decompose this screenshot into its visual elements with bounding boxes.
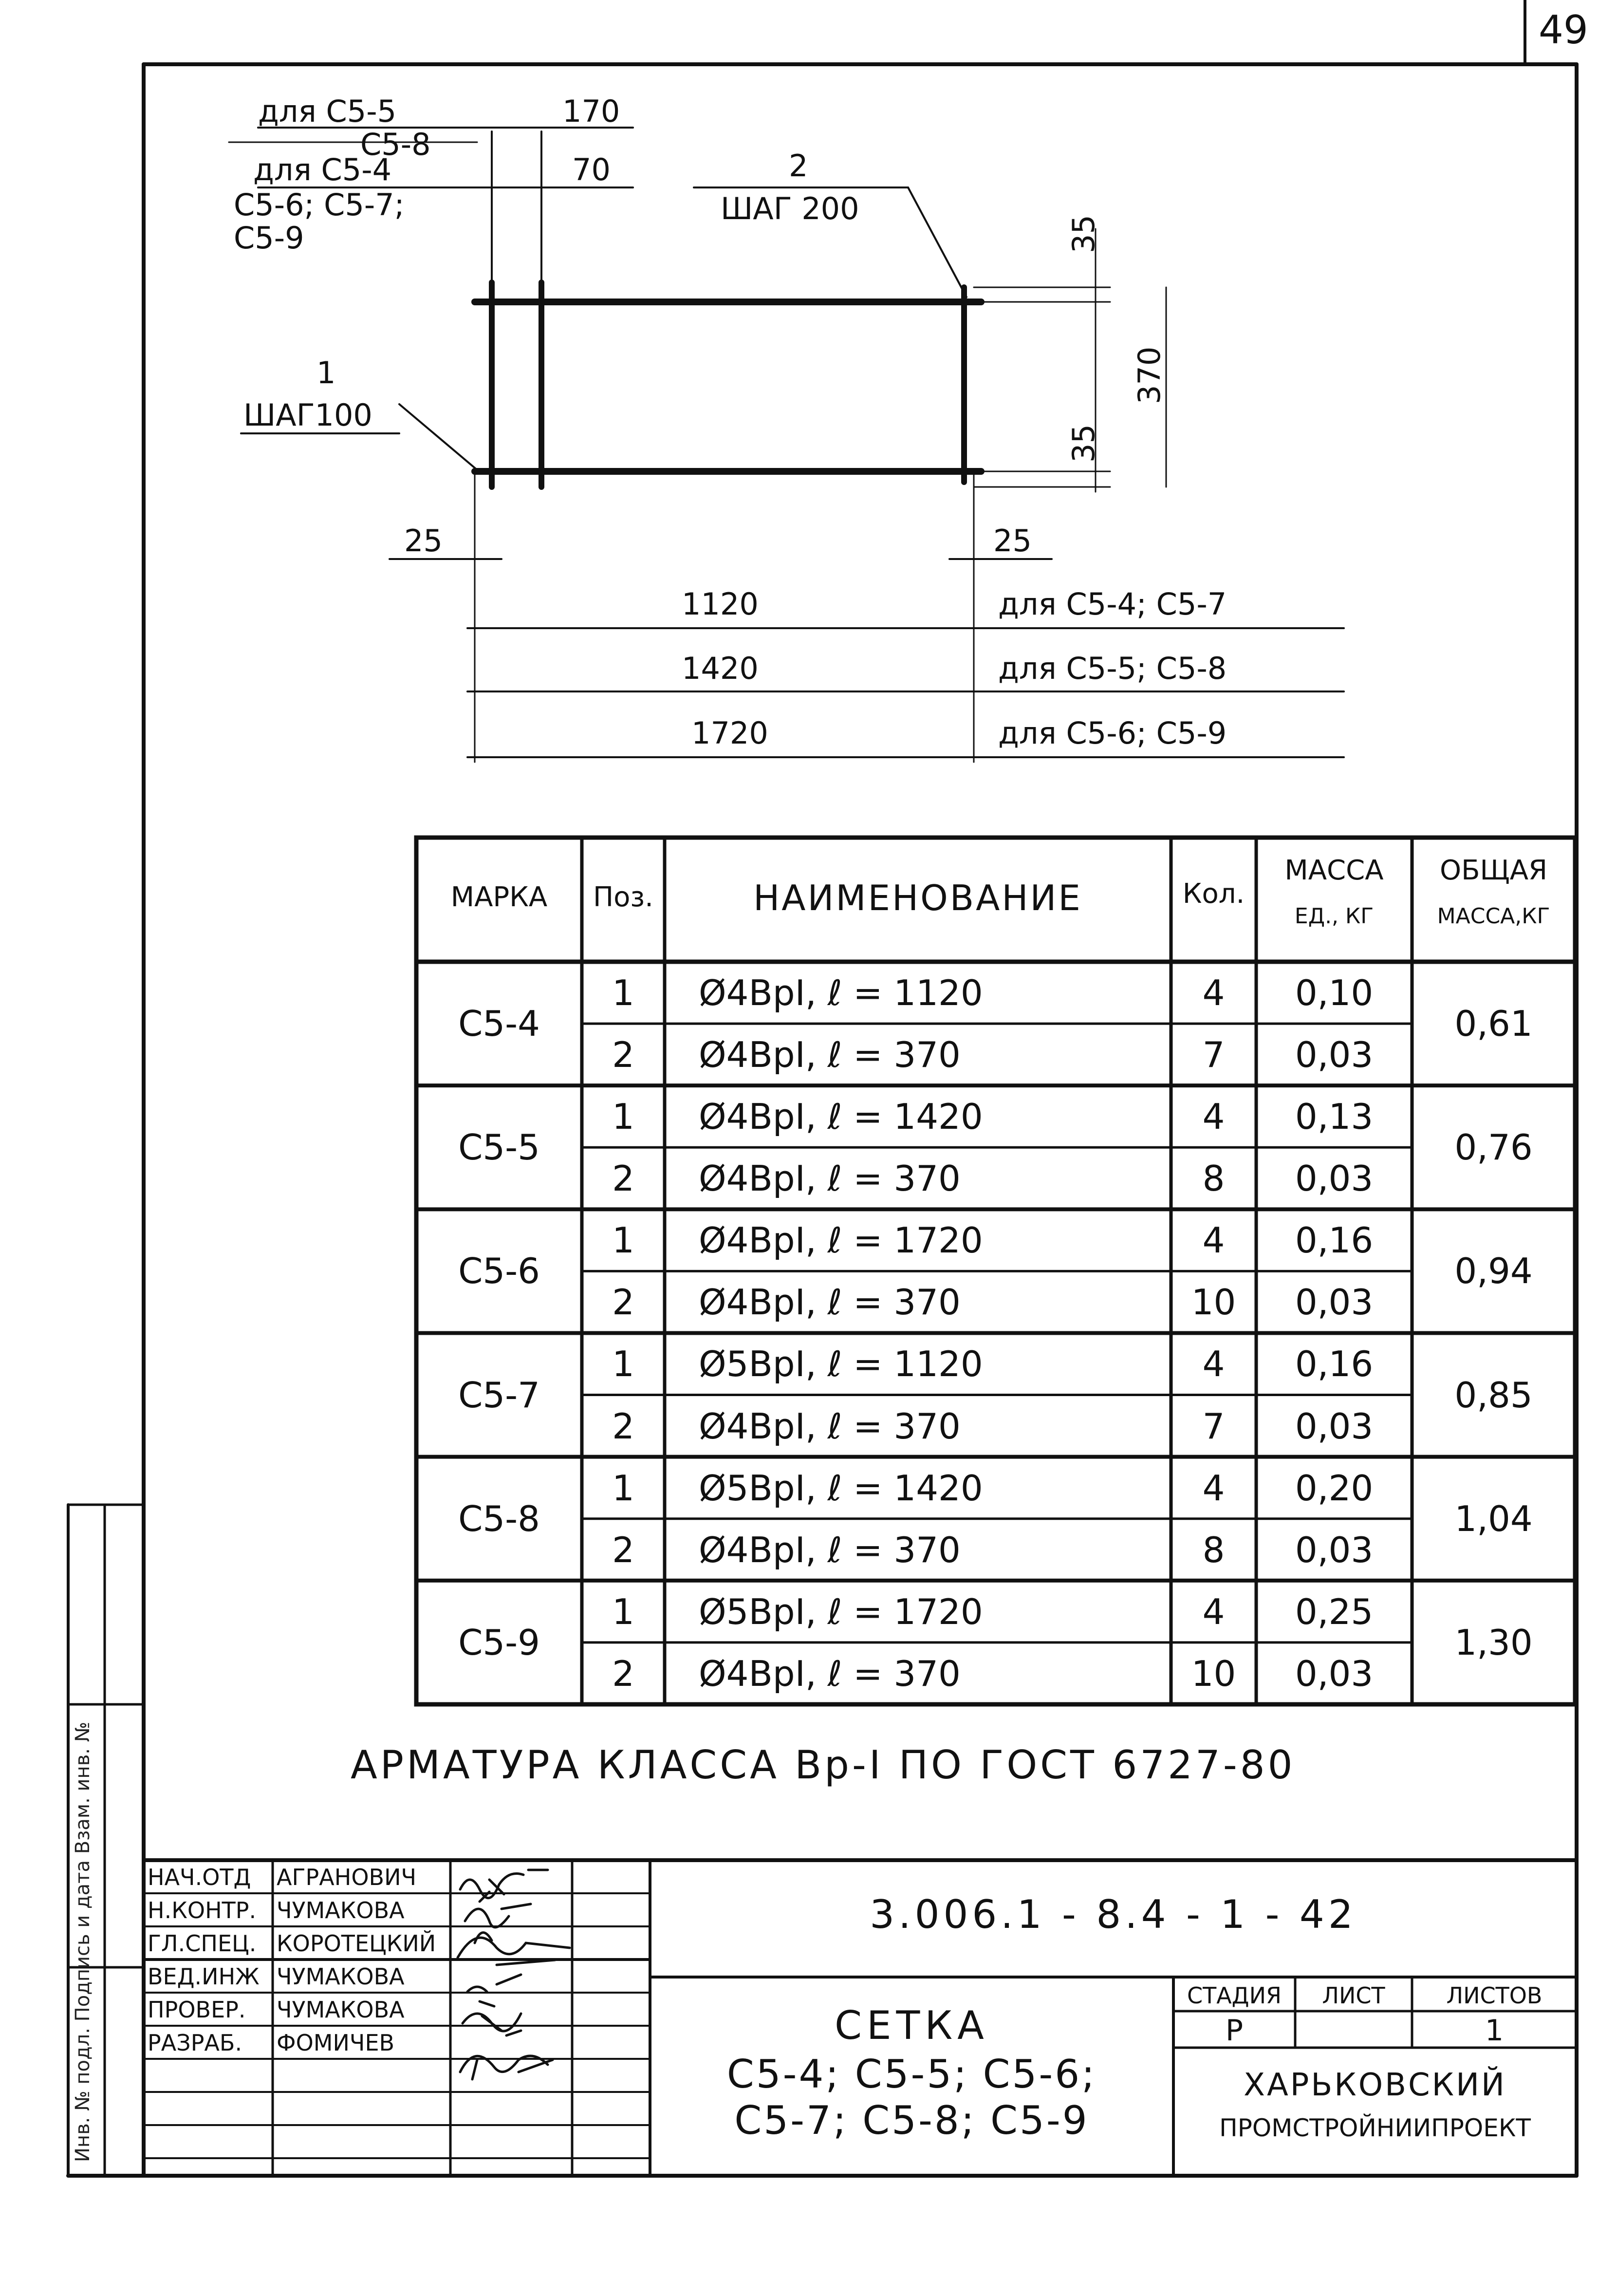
position-cell: 2 (612, 1405, 634, 1447)
position-2-step: ШАГ 200 (721, 191, 859, 226)
side-stamp: Инв. № подл. Подпись и дата Взам. инв. № (72, 1721, 94, 2162)
position-cell: 2 (612, 1529, 634, 1570)
header-total-mass: ОБЩАЯ (1440, 855, 1547, 886)
mark-cell: С5-4 (458, 1003, 540, 1045)
length-1420-usage: для С5-5; С5-8 (998, 651, 1227, 686)
stage-label: СТАДИЯ (1187, 1982, 1282, 2009)
length-1720: 1720 (691, 715, 768, 751)
position-1-step: ШАГ100 (243, 397, 372, 433)
position-cell: 1 (612, 1096, 634, 1138)
length-1120: 1120 (682, 586, 759, 622)
total-mass-cell: 1,30 (1454, 1622, 1533, 1663)
dim-25-left: 25 (404, 523, 443, 559)
position-cell: 1 (612, 1220, 634, 1261)
bar-name-cell: Ø4ВрI, ℓ = 370 (699, 1282, 961, 1323)
bar-name-cell: Ø4ВрI, ℓ = 370 (699, 1034, 961, 1076)
label-for-c54: для С5-4 (253, 152, 392, 187)
unit-mass-cell: 0,03 (1295, 1034, 1374, 1076)
role-cell: ВЕД.ИНЖ (148, 1963, 260, 1990)
bar-name-cell: Ø4ВрI, ℓ = 370 (699, 1529, 961, 1570)
bar-name-cell: Ø4ВрI, ℓ = 370 (699, 1158, 961, 1199)
unit-mass-cell: 0,25 (1295, 1591, 1374, 1632)
sheet-label: ЛИСТ (1322, 1982, 1385, 2009)
total-mass-cell: 1,04 (1454, 1498, 1533, 1539)
dim-35-bottom: 35 (1066, 424, 1101, 463)
header-total-mass-units: МАССА,КГ (1437, 904, 1550, 929)
quantity-cell: 4 (1202, 1096, 1225, 1138)
position-cell: 1 (612, 1467, 634, 1509)
stage-value: Р (1225, 2014, 1244, 2048)
mark-cell: С5-8 (458, 1498, 540, 1539)
bar-name-cell: Ø4ВрI, ℓ = 1420 (699, 1096, 983, 1138)
unit-mass-cell: 0,03 (1295, 1529, 1374, 1570)
header-mark: МАРКА (450, 881, 548, 913)
position-cell: 1 (612, 972, 634, 1013)
mark-cell: С5-7 (458, 1374, 540, 1416)
total-mass-cell: 0,94 (1454, 1251, 1533, 1292)
header-unit-mass-units: ЕД., КГ (1294, 904, 1374, 929)
position-cell: 2 (612, 1034, 634, 1076)
position-2-number: 2 (789, 148, 808, 184)
role-cell: НАЧ.ОТД (148, 1864, 251, 1890)
role-cell: ПРОВЕР. (148, 1997, 246, 2023)
header-position: Поз. (593, 881, 653, 913)
title-line-2: С5-4; С5-5; С5-6; (726, 2052, 1097, 2097)
unit-mass-cell: 0,03 (1295, 1405, 1374, 1447)
title-line-1: СЕТКА (835, 2003, 989, 2048)
position-cell: 1 (612, 1591, 634, 1632)
quantity-cell: 4 (1202, 1591, 1225, 1632)
mark-cell: С5-5 (458, 1127, 540, 1168)
organization-line-1: ХАРЬКОВСКИЙ (1244, 2067, 1506, 2103)
sheets-label: ЛИСТОВ (1446, 1982, 1543, 2009)
quantity-cell: 4 (1202, 1467, 1225, 1509)
quantity-cell: 4 (1202, 1344, 1225, 1385)
quantity-cell: 10 (1191, 1282, 1236, 1323)
header-unit-mass: МАССА (1284, 855, 1384, 886)
quantity-cell: 8 (1202, 1529, 1225, 1570)
reinforcement-note: АРМАТУРА КЛАССА Вр-I ПО ГОСТ 6727-80 (351, 1742, 1296, 1788)
name-cell: ЧУМАКОВА (277, 1963, 405, 1990)
unit-mass-cell: 0,03 (1295, 1653, 1374, 1694)
bar-name-cell: Ø4ВрI, ℓ = 370 (699, 1405, 961, 1447)
title-line-3: С5-7; С5-8; С5-9 (734, 2098, 1089, 2143)
position-1-number: 1 (316, 355, 336, 391)
dim-35-top: 35 (1066, 215, 1101, 253)
label-c58: С5-8 (360, 127, 431, 162)
unit-mass-cell: 0,16 (1295, 1220, 1374, 1261)
quantity-cell: 10 (1191, 1653, 1236, 1694)
length-1720-usage: для С5-6; С5-9 (998, 715, 1227, 751)
dim-370: 370 (1132, 346, 1167, 404)
bar-name-cell: Ø4ВрI, ℓ = 370 (699, 1653, 961, 1694)
mark-cell: С5-6 (458, 1251, 540, 1292)
name-cell: ФОМИЧЕВ (277, 2030, 395, 2056)
unit-mass-cell: 0,03 (1295, 1158, 1374, 1199)
total-mass-cell: 0,61 (1454, 1003, 1533, 1045)
sheet-number: 49 (1539, 7, 1588, 53)
bar-name-cell: Ø5ВрI, ℓ = 1120 (699, 1344, 983, 1385)
name-cell: КОРОТЕЦКИЙ (277, 1930, 436, 1957)
role-cell: РАЗРАБ. (148, 2030, 242, 2056)
dim-25-right: 25 (993, 523, 1032, 559)
bar-name-cell: Ø4ВрI, ℓ = 1120 (699, 972, 983, 1013)
length-1420: 1420 (682, 651, 759, 686)
position-cell: 2 (612, 1653, 634, 1694)
bar-name-cell: Ø5ВрI, ℓ = 1720 (699, 1591, 983, 1632)
bar-name-cell: Ø5ВрI, ℓ = 1420 (699, 1467, 983, 1509)
header-quantity: Кол. (1182, 878, 1245, 910)
quantity-cell: 4 (1202, 1220, 1225, 1261)
position-cell: 2 (612, 1282, 634, 1323)
unit-mass-cell: 0,10 (1295, 972, 1374, 1013)
document-code: 3.006.1 - 8.4 - 1 - 42 (870, 1892, 1357, 1937)
dim-170: 170 (562, 93, 620, 129)
unit-mass-cell: 0,20 (1295, 1467, 1374, 1509)
name-cell: АГРАНОВИЧ (277, 1864, 417, 1890)
quantity-cell: 8 (1202, 1158, 1225, 1199)
quantity-cell: 4 (1202, 972, 1225, 1013)
unit-mass-cell: 0,03 (1295, 1282, 1374, 1323)
name-cell: ЧУМАКОВА (277, 1997, 405, 2023)
label-c59: С5-9 (234, 220, 304, 256)
total-mass-cell: 0,85 (1454, 1374, 1533, 1416)
quantity-cell: 7 (1202, 1405, 1225, 1447)
dim-70: 70 (572, 152, 611, 187)
position-cell: 2 (612, 1158, 634, 1199)
quantity-cell: 7 (1202, 1034, 1225, 1076)
role-cell: ГЛ.СПЕЦ. (148, 1930, 257, 1957)
label-for-c55: для С5-5 (258, 93, 397, 129)
position-cell: 1 (612, 1344, 634, 1385)
unit-mass-cell: 0,13 (1295, 1096, 1374, 1138)
length-1120-usage: для С5-4; С5-7 (998, 586, 1227, 622)
sheets-value: 1 (1485, 2014, 1504, 2048)
unit-mass-cell: 0,16 (1295, 1344, 1374, 1385)
organization-line-2: ПРОМСТРОЙНИИПРОЕКТ (1219, 2114, 1531, 2142)
name-cell: ЧУМАКОВА (277, 1897, 405, 1923)
label-c56-c57: С5-6; С5-7; (234, 187, 405, 223)
bar-name-cell: Ø4ВрI, ℓ = 1720 (699, 1220, 983, 1261)
mark-cell: С5-9 (458, 1622, 540, 1663)
header-name: НАИМЕНОВАНИЕ (753, 877, 1082, 918)
role-cell: Н.КОНТР. (148, 1897, 257, 1923)
total-mass-cell: 0,76 (1454, 1127, 1533, 1168)
